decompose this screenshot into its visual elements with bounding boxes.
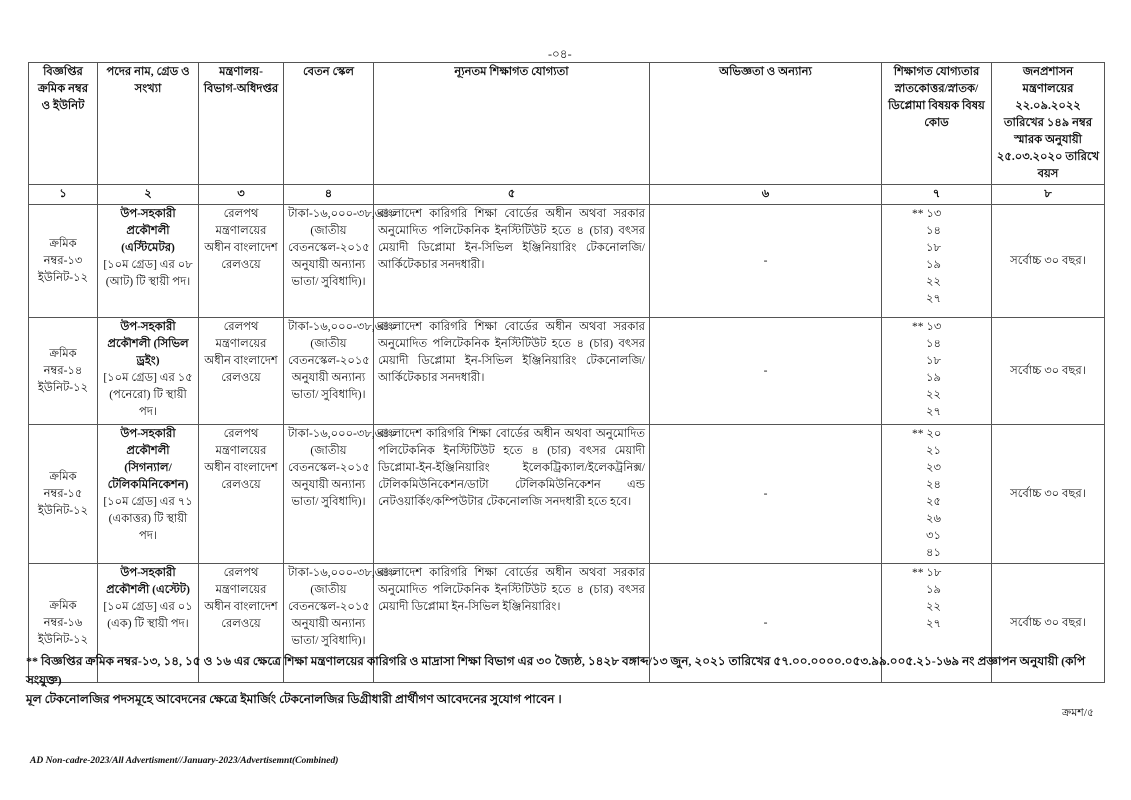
post-detail: [১০ম গ্রেড] এর ১৫ (পনেরো) টি স্থায়ী পদ। (103, 372, 193, 418)
serial-cell (29, 318, 98, 425)
subject-code: ৪১ (926, 547, 941, 559)
age-text: সর্বোচ্চ ৩০ বছর। (1010, 616, 1086, 629)
post-title: উপ-সহকারী প্রকৌশলী (এস্টিমেটর) (120, 208, 176, 254)
header-age: জনপ্রশাসন মন্ত্রণালয়ের ২২.০৯.২০২২ তারিখের ১৪৯ নম্বর স্মারক অনুযায়ী ২৫.০৩.২০২০ তারিখে বয়স (992, 63, 1105, 185)
salary-cell (284, 318, 398, 425)
continued-label: ক্রমশ/৫ (1062, 707, 1095, 719)
subject-code: ২৭ (926, 618, 941, 630)
qualification-cell (374, 205, 650, 318)
column-number: ৭ (882, 185, 992, 205)
subject-code: ১৮ (926, 355, 941, 367)
qualification-text: বাংলাদেশ কারিগরি শিক্ষা বোর্ডের অধীন অথবা সরকার অনুমোদিত পলিটেকনিক ইনস্টিটিউট হতে ৪ (চার) বৎসর মেয়াদী ডিপ্লোমা ইন-সিভিল ইঞ্জিনিয়ারিং। (378, 567, 645, 613)
footnote (26, 652, 1106, 709)
age-cell (992, 205, 1105, 318)
post-detail: [১০ম গ্রেড] এর ০১ (এক) টি স্থায়ী পদ। (103, 601, 193, 630)
post-detail: [১০ম গ্রেড] এর ৭১ (একাত্তর) টি স্থায়ী পদ। (103, 496, 193, 542)
recruitment-table (28, 62, 1105, 683)
subject-code: ২৪ (926, 479, 941, 491)
column-number: ৫ (374, 185, 650, 205)
salary-cell (284, 205, 398, 318)
subject-code: ২৭ (926, 406, 941, 418)
qualification-cell (374, 425, 650, 564)
header-ministry: মন্ত্রণালয়-বিভাগ-অধিদপ্তর (199, 63, 284, 185)
salary-cell (284, 425, 398, 564)
salary-text: টাকা-১৬,০০০-৩৮,৬৪০ (জাতীয় বেতনস্কেল-২০১৫ অনুযায়ী অন্যান্য ভাতা/ সুবিধাদি)। (288, 321, 398, 401)
header-post: পদের নাম, গ্রেড ও সংখ্যা (98, 63, 199, 185)
serial-text: ক্রমিক নম্বর-১৫ ইউনিট-১২ (37, 470, 89, 517)
footnote-line: মূল টেকনোলজির পদসমূহে আবেদনের ক্ষেত্রে ইমার্জিং টেকনোলজির ডিগ্রীধারী প্রার্থীগণ আবেদনের সুযোগ পাবেন । (26, 692, 562, 706)
experience-cell (650, 425, 882, 564)
qualification-cell (374, 318, 650, 425)
column-number: ১ (29, 185, 98, 205)
subject-code: ২১ (926, 445, 941, 457)
column-number: ৩ (199, 185, 284, 205)
experience-text: - (763, 487, 768, 500)
serial-text: ক্রমিক নম্বর-১৪ ইউনিট-১২ (37, 347, 89, 394)
subject-code: ১৪ (926, 338, 941, 350)
post-cell (98, 318, 199, 425)
experience-cell (650, 205, 882, 318)
subject-code-cell (882, 205, 992, 318)
serial-text: ক্রমিক নম্বর-১৩ ইউনিট-১২ (37, 237, 89, 284)
subject-code: ২৩ (926, 462, 941, 474)
table-row (29, 425, 1105, 564)
experience-text: - (763, 616, 768, 629)
page-number: -০৪- (548, 47, 572, 61)
column-number: ২ (98, 185, 199, 205)
ministry-text: রেলপথ মন্ত্রণালয়ের অধীন বাংলাদেশ রেলওয়ে (204, 321, 278, 384)
subject-code: ১৮ (926, 242, 941, 254)
subject-code: ৩১ (926, 530, 941, 542)
post-title: উপ-সহকারী প্রকৌশলী (সিগন্যাল/ টেলিকমিনিকেশন) (107, 428, 189, 491)
subject-code: ২২ (926, 601, 941, 613)
subject-code: ২২ (926, 389, 941, 401)
subject-code: ২৭ (926, 293, 941, 305)
column-number-row (29, 185, 1105, 205)
subject-code: ** ১৮ (912, 567, 942, 579)
column-number: ৪ (284, 185, 374, 205)
ministry-cell (199, 205, 284, 318)
experience-text: - (763, 364, 768, 377)
header-salary: বেতন স্কেল (284, 63, 374, 185)
subject-code: ** ১৩ (912, 208, 942, 220)
age-text: সর্বোচ্চ ৩০ বছর। (1010, 254, 1086, 267)
header-row (29, 63, 1105, 185)
experience-text: - (763, 254, 768, 267)
serial-text: ক্রমিক নম্বর-১৬ ইউনিট-১২ (37, 599, 89, 646)
post-detail: [১০ম গ্রেড] এর ০৮ (আট) টি স্থায়ী পদ। (103, 259, 193, 288)
subject-code-cell (882, 318, 992, 425)
footnote-line: ** বিজ্ঞপ্তির ক্রমিক নম্বর-১৩, ১৪, ১৫ ও ১৬ এর ক্ষেত্রে শিক্ষা মন্ত্রণালয়ের কারিগরি ও মাদ্রাসা শিক্ষা বিভাগ এর ৩০ জ্যৈষ্ঠ, ১৪২৮ বঙ্গাব্দ/১৩ জুন, ২০২১ তারিখের ৫৭.০০.০০০০.০৫৩.৯৯.০০৫.২১-১৬৯ নং প্রজ্ঞাপন অনুযায়ী (কপি সংযুক্ত) (26, 654, 1086, 687)
serial-cell (29, 205, 98, 318)
header-experience: অভিজ্ঞতা ও অন্যান্য (650, 63, 882, 185)
header-qualification: ন্যূনতম শিক্ষাগত যোগ্যতা (374, 63, 650, 185)
experience-cell (650, 318, 882, 425)
age-text: সর্বোচ্চ ৩০ বছর। (1010, 364, 1086, 377)
ministry-cell (199, 425, 284, 564)
subject-code-cell (882, 425, 992, 564)
subject-code: ১৯ (926, 584, 941, 596)
subject-code: ১৯ (926, 372, 941, 384)
post-title: উপ-সহকারী প্রকৌশলী (সিভিল ড্রইং) (107, 321, 189, 367)
subject-code: ** ২০ (912, 428, 942, 440)
column-number: ৮ (992, 185, 1105, 205)
age-cell (992, 318, 1105, 425)
subject-code: ২৫ (926, 496, 941, 508)
age-cell (992, 425, 1105, 564)
ministry-text: রেলপথ মন্ত্রণালয়ের অধীন বাংলাদেশ রেলওয়ে (204, 208, 278, 271)
ad-reference: AD Non-cadre-2023/All Advertisment//January-2023/Advertisemnt(Combined) (30, 756, 339, 766)
salary-text: টাকা-১৬,০০০-৩৮,৬৪০ (জাতীয় বেতনস্কেল-২০১৫ অনুযায়ী অন্যান্য ভাতা/ সুবিধাদি)। (288, 567, 398, 647)
table-row (29, 205, 1105, 318)
ministry-text: রেলপথ মন্ত্রণালয়ের অধীন বাংলাদেশ রেলওয়ে (204, 428, 278, 491)
subject-code: ১৪ (926, 225, 941, 237)
table-row (29, 318, 1105, 425)
subject-code: ২২ (926, 276, 941, 288)
post-cell (98, 205, 199, 318)
serial-cell (29, 425, 98, 564)
ministry-cell (199, 318, 284, 425)
column-number: ৬ (650, 185, 882, 205)
salary-text: টাকা-১৬,০০০-৩৮,৬৪০ (জাতীয় বেতনস্কেল-২০১৫ অনুযায়ী অন্যান্য ভাতা/ সুবিধাদি)। (288, 208, 398, 288)
salary-text: টাকা-১৬,০০০-৩৮,৬৪০ (জাতীয় বেতনস্কেল-২০১৫ অনুযায়ী অন্যান্য ভাতা/ সুবিধাদি)। (288, 428, 398, 508)
subject-code: ২৬ (926, 513, 941, 525)
subject-code: ১৯ (926, 259, 941, 271)
qualification-text: বাংলাদেশ কারিগরি শিক্ষা বোর্ডের অধীন অথবা সরকার অনুমোদিত পলিটেকনিক ইনস্টিটিউট হতে ৪ (চার) বৎসর মেয়াদী ডিপ্লোমা ইন-সিভিল ইঞ্জিনিয়ারিং টেকনোলজি/ আর্কিটেকচার সনদধারী। (378, 208, 645, 271)
age-text: সর্বোচ্চ ৩০ বছর। (1010, 487, 1086, 500)
qualification-text: বাংলাদেশ কারিগরি শিক্ষা বোর্ডের অধীন অথবা সরকার অনুমোদিত পলিটেকনিক ইনস্টিটিউট হতে ৪ (চার) বৎসর মেয়াদী ডিপ্লোমা ইন-সিভিল ইঞ্জিনিয়ারিং টেকনোলজি/ আর্কিটেকচার সনদধারী। (378, 321, 645, 384)
qualification-text: বাংলাদেশ কারিগরি শিক্ষা বোর্ডের অধীন অথবা অনুমোদিত পলিটেকনিক ইনস্টিটিউট হতে ৪ (চার) বৎসর মেয়াদী ডিপ্লোমা-ইন-ইঞ্জিনিয়ারিং ইলেকট্রিক্যাল/ইলেকট্রনিক্স/টেলিকমিউনিকেশন/ডাটা টেলিকমিউনিকেশন এন্ড নেটওয়ার্কিং/কম্পিউটার টেকনোলজি সনদধারী হতে হবে। (378, 428, 645, 508)
subject-code: ** ১৩ (912, 321, 942, 333)
ministry-text: রেলপথ মন্ত্রণালয়ের অধীন বাংলাদেশ রেলওয়ে (204, 567, 278, 630)
header-serial: বিজ্ঞপ্তির ক্রমিক নম্বর ও ইউনিট (29, 63, 98, 185)
header-subject-code: শিক্ষাগত যোগ্যতার স্নাতকোত্তর/স্নাতক/ ডিপ্লোমা বিষয়ক বিষয় কোড (882, 63, 992, 185)
post-title: উপ-সহকারী প্রকৌশলী (এস্টেট) (106, 567, 190, 596)
post-cell (98, 425, 199, 564)
